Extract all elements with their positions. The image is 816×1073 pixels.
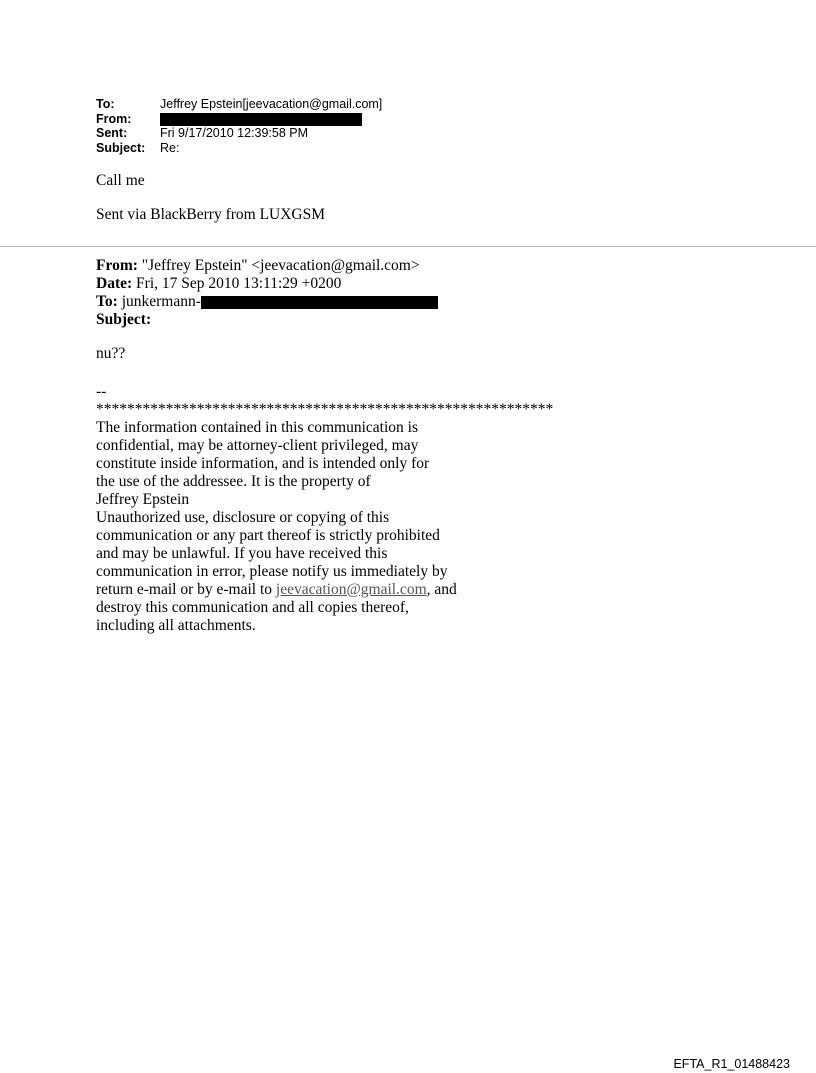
disclaimer-link-prefix: return e-mail or by e-mail to [96,581,276,598]
from-row [96,112,382,127]
disclaimer-line: the use of the addressee. It is the property of [96,473,371,490]
disclaimer-line: confidential, may be attorney-client privileged, may [96,437,419,454]
message-text: Call me [96,172,145,189]
redaction-box [160,113,362,126]
subject-row [96,141,382,156]
quoted-to-value: junkermann- [121,293,201,310]
quoted-date-row [96,275,553,293]
subject-value: Re: [160,140,180,155]
quoted-subject-label: Subject: [96,311,152,328]
disclaimer-line: constitute inside information, and is intended only for [96,455,430,472]
disclaimer-line: and may be unlawful. If you have received this [96,545,388,562]
sent-value: Fri 9/17/2010 12:39:58 PM [160,126,309,140]
quoted-to-label: To: [96,293,118,310]
subject-label: Subject: [96,140,146,155]
to-label: To: [96,97,115,111]
disclaimer-line: communication in error, please notify us immediately by [96,563,448,580]
document-id: EFTA_R1_01488423 [673,1057,790,1071]
quoted-from-row [96,257,553,275]
disclaimer-line: destroy this communication and all copies thereof, [96,599,409,616]
quoted-to-row [96,293,553,311]
disclaimer-line: The information contained in this communication is [96,419,418,436]
disclaimer-line: Jeffrey Epstein [96,491,190,508]
quoted-body: nu?? [96,345,126,362]
to-value: Jeffrey Epstein[jeevacation@gmail.com] [160,97,383,111]
quoted-date-value: Fri, 17 Sep 2010 13:11:29 +0200 [136,275,342,292]
disclaimer-line: communication or any part thereof is strictly prohibited [96,527,440,544]
disclaimer-line: Unauthorized use, disclosure or copying of this [96,509,390,526]
message-signature: Sent via BlackBerry from LUXGSM [96,206,326,223]
redaction-box [201,296,438,309]
quoted-message [96,257,553,635]
quoted-from-value: "Jeffrey Epstein" <jeevacation@gmail.com> [141,257,420,274]
message-divider [0,246,816,247]
star-rule: *********************************************************** [96,401,554,418]
disclaimer [96,401,553,635]
disclaimer-link-suffix: , and [426,581,457,598]
sent-label: Sent: [96,126,128,140]
message-body [96,172,325,224]
disclaimer-line: including all attachments. [96,617,256,634]
email-header [96,97,382,155]
disclaimer-link-line [96,581,553,599]
from-value [160,112,362,127]
from-label: From: [96,111,132,126]
quoted-from-label: From: [96,257,138,274]
email-link[interactable]: jeevacation@gmail.com [275,581,427,598]
sent-row [96,126,382,141]
signature-separator: -- [96,383,107,400]
quoted-date-label: Date: [96,275,133,292]
to-row [96,97,382,112]
quoted-subject-row [96,311,553,329]
